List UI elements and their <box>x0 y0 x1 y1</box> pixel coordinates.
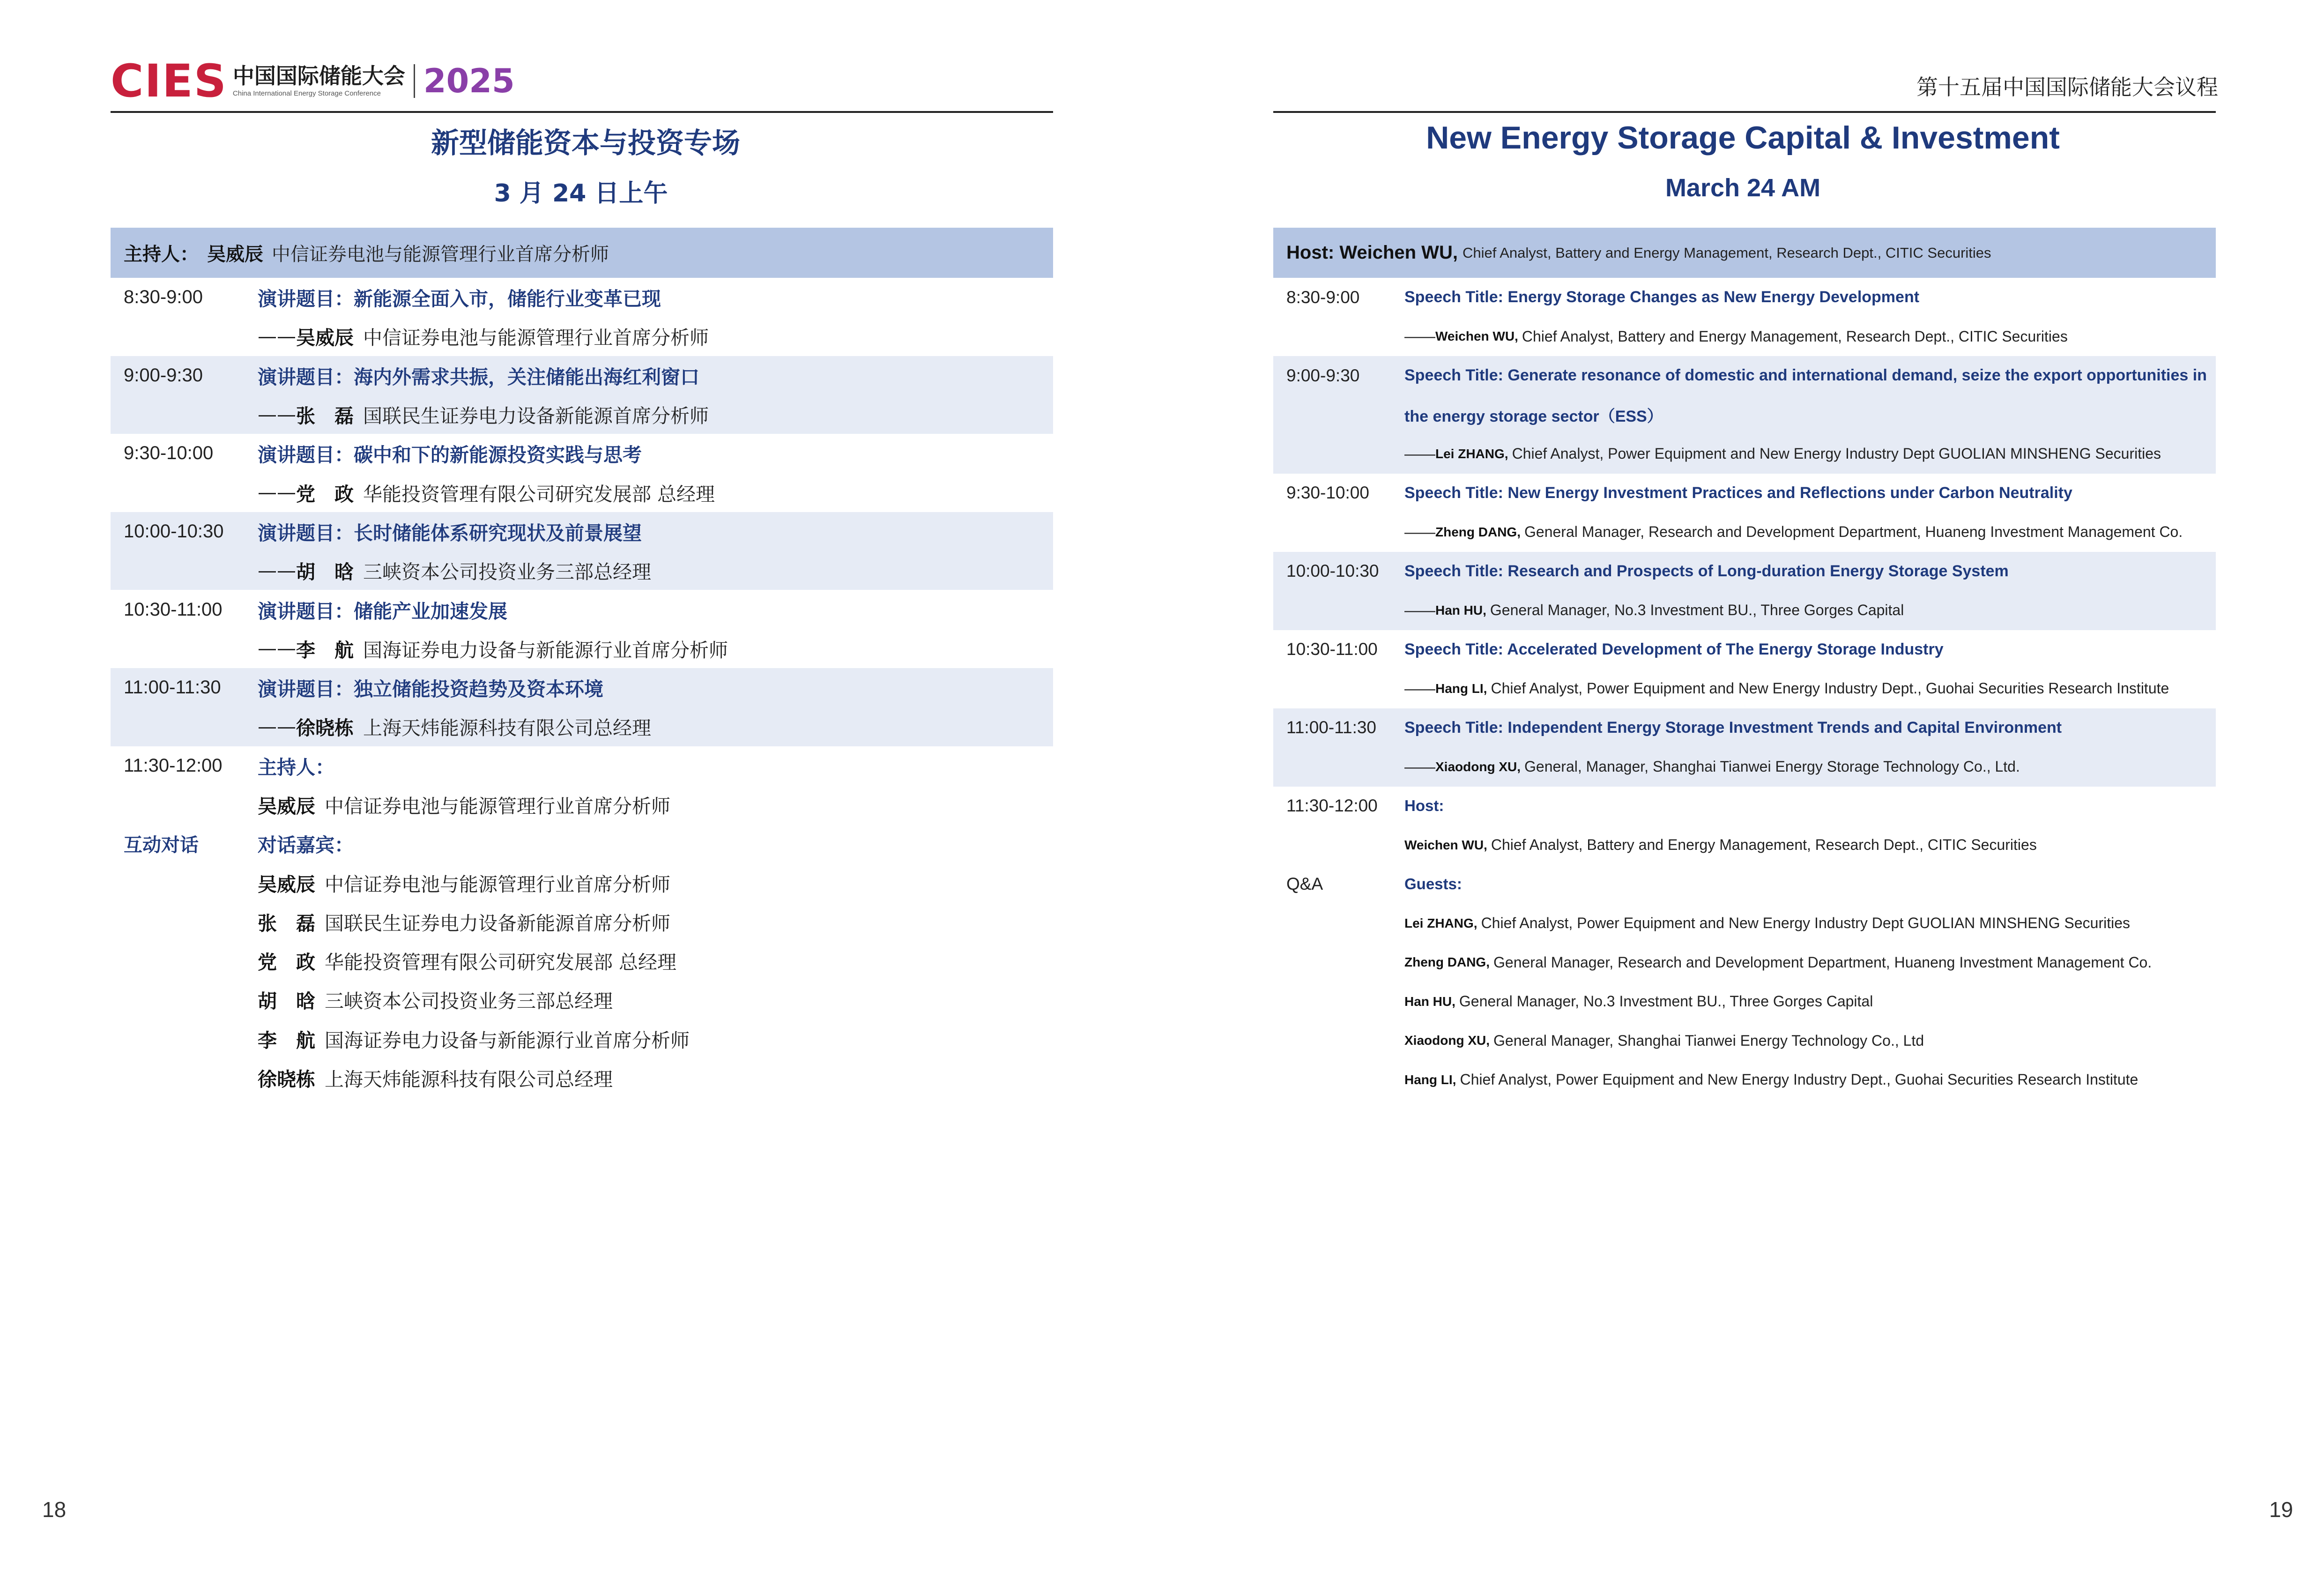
speaker-dash: —— <box>258 559 296 582</box>
speaker-line <box>1273 317 2216 357</box>
speech-title: Speech Title: Generate resonance of domestic and international demand, seize the export opportunities in <box>1404 366 2207 385</box>
host-label: Host: Weichen WU, <box>1286 242 1458 263</box>
panel-guests-label-cell <box>1404 875 1462 893</box>
speaker-name: 吴威辰 <box>296 327 354 350</box>
speaker-line <box>111 317 1053 356</box>
panel-host-label: Host: <box>1404 797 1444 815</box>
guest-line <box>111 902 1053 941</box>
session-line <box>111 278 1053 317</box>
session-row <box>111 278 1053 356</box>
page-title: New Energy Storage Capital & Investment <box>1426 120 2060 156</box>
panel-guests-label-cell <box>258 830 354 857</box>
speech-title: Speech Title: Research and Prospects of Long-duration Energy Storage System <box>1404 562 2009 580</box>
speaker-name: 李 航 <box>296 639 354 662</box>
session-time: 10:30-11:00 <box>1286 640 1378 659</box>
speaker-line <box>1273 669 2216 708</box>
panel-host-label-cell <box>258 752 334 780</box>
panel-host-name-line <box>111 785 1053 824</box>
guest-name: Lei ZHANG, <box>1404 915 1478 930</box>
guest-name: Xiaodong XU, <box>1404 1033 1490 1048</box>
session-row <box>1273 552 2216 630</box>
speech-title: 演讲题目：长时储能体系研究现状及前景展望 <box>258 521 642 544</box>
guest-line <box>1273 1021 2216 1061</box>
panel-host-cell <box>1404 836 2037 854</box>
session-time: 11:00-11:30 <box>124 677 221 698</box>
host-label: 主持人： <box>124 244 199 265</box>
guest-cell <box>1404 954 2152 971</box>
panel-guests-label: 对话嘉宾： <box>258 834 354 857</box>
speaker-line <box>111 707 1053 746</box>
guest-cell <box>1404 1032 1924 1049</box>
panel-guests-line <box>1273 865 2216 904</box>
header-rule <box>1273 111 2216 113</box>
guest-title: General Manager, Shanghai Tianwei Energy Technology Co., Ltd <box>1493 1032 1924 1049</box>
session-time: 11:30-12:00 <box>1286 796 1378 816</box>
guest-title: General Manager, Research and Development Department, Huaneng Investment Management Co. <box>1493 953 2152 971</box>
speaker-line <box>1273 434 2216 474</box>
panel-session <box>111 746 1053 1098</box>
right-page <box>1162 0 2324 1577</box>
speaker-title: 三峡资本公司投资业务三部总经理 <box>363 561 651 584</box>
speaker-dash: —— <box>258 325 296 348</box>
guest-name: Han HU, <box>1404 994 1455 1009</box>
speaker-cell <box>1404 523 2183 541</box>
panel-host-title: Chief Analyst, Battery and Energy Management, Research Dept., CITIC Securities <box>1491 836 2037 854</box>
speech-title: 演讲题目：海内外需求共振，关注储能出海红利窗口 <box>258 365 699 388</box>
panel-host-cell <box>258 791 670 818</box>
session-row <box>111 512 1053 590</box>
speaker-dash: —— <box>258 637 296 660</box>
session-row <box>111 590 1053 668</box>
speaker-name: Hang LI, <box>1435 681 1487 696</box>
speech-title: Speech Title: Energy Storage Changes as New Energy Development <box>1404 288 1920 306</box>
session-line <box>1273 356 2216 395</box>
speech-cell <box>258 596 507 624</box>
speaker-title: Chief Analyst, Power Equipment and New Energy Industry Dept., Guohai Securities Research Institute <box>1491 680 2169 697</box>
speaker-name: Zheng DANG, <box>1435 524 1521 539</box>
page-subtitle: March 24 AM <box>1665 174 1821 202</box>
host-name: 吴威辰 <box>207 244 263 265</box>
session-row <box>111 668 1053 746</box>
speaker-line <box>1273 591 2216 630</box>
guest-title: 国联民生证券电力设备新能源首席分析师 <box>325 912 670 935</box>
speaker-name: Han HU, <box>1435 603 1486 617</box>
speaker-line <box>111 629 1053 668</box>
session-time: 9:30-10:00 <box>124 443 214 464</box>
speaker-title: 华能投资管理有限公司研究发展部 总经理 <box>363 483 715 506</box>
page-number: 19 <box>2269 1497 2293 1522</box>
speaker-dash: —— <box>1404 758 1435 775</box>
guest-line <box>1273 904 2216 943</box>
speech-title: the energy storage sector（ESS） <box>1404 407 1663 425</box>
speaker-title: 中信证券电池与能源管理行业首席分析师 <box>363 327 709 350</box>
speaker-title: General, Manager, Shanghai Tianwei Energy Storage Technology Co., Ltd. <box>1524 758 2020 775</box>
speaker-cell <box>258 557 651 584</box>
guest-title: Chief Analyst, Power Equipment and New Energy Industry Dept GUOLIAN MINSHENG Securities <box>1481 915 2131 932</box>
logo-cn: 中国国际储能大会 <box>232 63 405 89</box>
speaker-dash: —— <box>258 481 296 504</box>
speaker-line <box>111 551 1053 590</box>
session-row <box>111 434 1053 512</box>
speech-title: 演讲题目：独立储能投资趋势及资本环境 <box>258 678 603 701</box>
guest-cell <box>258 908 670 936</box>
session-line <box>111 512 1053 551</box>
guest-name: 徐晓栋 <box>258 1068 315 1091</box>
page-number: 18 <box>42 1497 67 1522</box>
logo-word: CIES <box>111 55 227 107</box>
speech-title: 演讲题目：储能产业加速发展 <box>258 600 507 623</box>
guest-title: 上海天炜能源科技有限公司总经理 <box>325 1068 613 1091</box>
panel-session <box>1273 787 2216 1100</box>
speaker-name: Xiaodong XU, <box>1435 759 1521 774</box>
session-time: 11:30-12:00 <box>124 755 223 776</box>
guest-line <box>1273 943 2216 982</box>
speaker-dash: —— <box>1404 679 1435 697</box>
session-line <box>1273 552 2216 591</box>
guest-line <box>1273 982 2216 1021</box>
speaker-title: Chief Analyst, Battery and Energy Management, Research Dept., CITIC Securities <box>1522 327 2068 345</box>
session-time: 10:00-10:30 <box>1286 561 1379 581</box>
speaker-cell <box>1404 758 2020 776</box>
speaker-dash: —— <box>1404 327 1435 345</box>
speaker-name: 徐晓栋 <box>296 717 354 740</box>
session-row <box>111 356 1053 434</box>
speech-title: Speech Title: New Energy Investment Practices and Reflections under Carbon Neutrality <box>1404 484 2072 502</box>
speech-cell <box>1404 640 1944 659</box>
speaker-line <box>1273 513 2216 552</box>
speaker-line <box>111 473 1053 512</box>
logo-year: 2025 <box>423 62 515 100</box>
guest-cell <box>258 1025 690 1053</box>
session-row <box>1273 278 2216 356</box>
guest-title: 华能投资管理有限公司研究发展部 总经理 <box>325 951 677 974</box>
session-time: 9:30-10:00 <box>1286 483 1369 503</box>
guest-cell <box>1404 993 1873 1010</box>
panel-host-label-cell <box>1404 797 1444 815</box>
host-title: Chief Analyst, Battery and Energy Management, Research Dept., CITIC Securities <box>1462 244 1991 261</box>
session-time: 10:00-10:30 <box>124 521 224 542</box>
guest-line <box>111 1058 1053 1097</box>
session-line <box>111 668 1053 707</box>
guest-cell <box>258 947 676 974</box>
guest-cell <box>1404 915 2130 932</box>
speech-cell <box>258 362 699 389</box>
speaker-name: Lei ZHANG, <box>1435 446 1508 461</box>
speech-cell <box>258 283 661 311</box>
speech-cell <box>1404 484 2072 502</box>
speaker-name: 胡 晗 <box>296 561 354 584</box>
session-row <box>1273 474 2216 552</box>
guest-title: 三峡资本公司投资业务三部总经理 <box>325 990 613 1013</box>
panel-host-title: 中信证券电池与能源管理行业首席分析师 <box>325 795 670 818</box>
speech-cell <box>1404 562 2009 580</box>
speech-cell <box>1404 403 1663 426</box>
speaker-dash: —— <box>1404 601 1435 619</box>
session-time: 9:00-9:30 <box>124 364 203 386</box>
speaker-name: 张 磊 <box>296 405 354 428</box>
speaker-dash: —— <box>1404 523 1435 541</box>
session-line <box>1273 630 2216 669</box>
guest-name: 党 政 <box>258 951 315 974</box>
speaker-cell <box>258 713 651 740</box>
speech-title: 演讲题目：新能源全面入市，储能行业变革已现 <box>258 288 661 311</box>
panel-host-name: 吴威辰 <box>258 795 315 818</box>
speaker-cell <box>258 479 715 506</box>
panel-host-label: 主持人： <box>258 756 334 779</box>
speech-cell <box>258 439 642 467</box>
guest-name: 李 航 <box>258 1029 315 1052</box>
guest-name: Zheng DANG, <box>1404 955 1490 970</box>
session-row <box>1273 630 2216 708</box>
header-right-title: 第十五届中国国际储能大会议程 <box>1916 74 2218 100</box>
logo-separator <box>414 64 415 98</box>
speaker-title: Chief Analyst, Power Equipment and New Energy Industry Dept GUOLIAN MINSHENG Securities <box>1512 445 2161 462</box>
speaker-title: 上海天炜能源科技有限公司总经理 <box>363 717 651 740</box>
speech-cell <box>1404 366 2207 385</box>
speech-title: 演讲题目：碳中和下的新能源投资实践与思考 <box>258 444 642 467</box>
header-rule <box>111 111 1053 113</box>
guest-line <box>111 941 1053 980</box>
panel-host-name-line <box>1273 826 2216 865</box>
panel-host-name: Weichen WU, <box>1404 837 1487 852</box>
speaker-dash: —— <box>1404 445 1435 462</box>
guest-cell <box>258 869 670 897</box>
session-time: 11:00-11:30 <box>1286 718 1377 737</box>
guest-title: Chief Analyst, Power Equipment and New Energy Industry Dept., Guohai Securities Research Institute <box>1460 1071 2138 1088</box>
speaker-name: Weichen WU, <box>1435 329 1518 344</box>
guest-line <box>1273 1060 2216 1100</box>
speaker-title: 国联民生证券电力设备新能源首席分析师 <box>363 405 709 428</box>
panel-host-line <box>1273 787 2216 826</box>
guest-cell <box>258 986 613 1013</box>
guest-title: 国海证券电力设备与新能源行业首席分析师 <box>325 1029 690 1052</box>
speech-cell <box>1404 288 1919 306</box>
speaker-cell <box>258 635 728 662</box>
speaker-line <box>1273 747 2216 787</box>
host-bar <box>111 228 1053 278</box>
session-row <box>1273 356 2216 474</box>
session-line <box>1273 278 2216 317</box>
page-title: 新型储能资本与投资专场 <box>431 127 740 160</box>
panel-host-line <box>111 746 1053 785</box>
session-row <box>1273 708 2216 787</box>
agenda-table <box>111 228 1053 1097</box>
speaker-line <box>111 395 1053 434</box>
session-time: 9:00-9:30 <box>1286 365 1360 385</box>
speaker-title: 国海证券电力设备与新能源行业首席分析师 <box>363 639 728 662</box>
speech-title: Speech Title: Independent Energy Storage Investment Trends and Capital Environment <box>1404 718 2062 736</box>
agenda-table <box>1273 228 2216 1100</box>
cies-logo <box>111 55 515 107</box>
speaker-cell <box>1404 445 2161 463</box>
speech-cell <box>1404 719 2062 737</box>
speech-title: Speech Title: Accelerated Development of The Energy Storage Industry <box>1404 640 1944 658</box>
host-title: 中信证券电池与能源管理行业首席分析师 <box>272 244 609 265</box>
guest-cell <box>1404 1071 2138 1088</box>
host-bar <box>1273 228 2216 278</box>
speaker-title: General Manager, No.3 Investment BU., Three Gorges Capital <box>1490 602 1904 619</box>
qa-label: 互动对话 <box>124 834 199 856</box>
speech-cell <box>258 674 603 701</box>
guest-name: 吴威辰 <box>258 873 315 896</box>
panel-guests-label: Guests: <box>1404 875 1462 893</box>
session-time: 8:30-9:00 <box>124 287 203 308</box>
guest-title: 中信证券电池与能源管理行业首席分析师 <box>325 873 670 896</box>
panel-guests-line <box>111 824 1053 863</box>
session-line <box>111 434 1053 473</box>
speaker-title: General Manager, Research and Development Department, Huaneng Investment Management Co. <box>1524 523 2183 541</box>
speaker-cell <box>258 401 709 428</box>
session-line <box>1273 708 2216 748</box>
session-line <box>1273 474 2216 513</box>
logo-en: China International Energy Storage Conference <box>232 89 381 97</box>
page-subtitle: 3 月 24 日上午 <box>494 179 668 208</box>
speaker-cell <box>1404 327 2068 345</box>
session-time: 8:30-9:00 <box>1286 287 1360 307</box>
session-line <box>1273 395 2216 435</box>
speaker-dash: —— <box>258 715 296 738</box>
session-line <box>111 590 1053 629</box>
guest-line <box>111 1019 1053 1058</box>
guest-title: General Manager, No.3 Investment BU., Three Gorges Capital <box>1459 993 1873 1010</box>
guest-name: 胡 晗 <box>258 990 315 1013</box>
speech-cell <box>258 518 642 545</box>
session-time: 10:30-11:00 <box>124 599 223 620</box>
speaker-name: 党 政 <box>296 483 354 506</box>
speaker-cell <box>258 322 709 350</box>
speaker-cell <box>1404 602 1904 619</box>
guest-name: 张 磊 <box>258 912 315 935</box>
session-line <box>111 356 1053 395</box>
guest-line <box>111 863 1053 902</box>
guest-cell <box>258 1064 613 1092</box>
speaker-cell <box>1404 680 2169 698</box>
speaker-dash: —— <box>258 403 296 426</box>
qa-label: Q&A <box>1286 874 1323 894</box>
guest-name: Hang LI, <box>1404 1072 1456 1087</box>
guest-line <box>111 980 1053 1019</box>
